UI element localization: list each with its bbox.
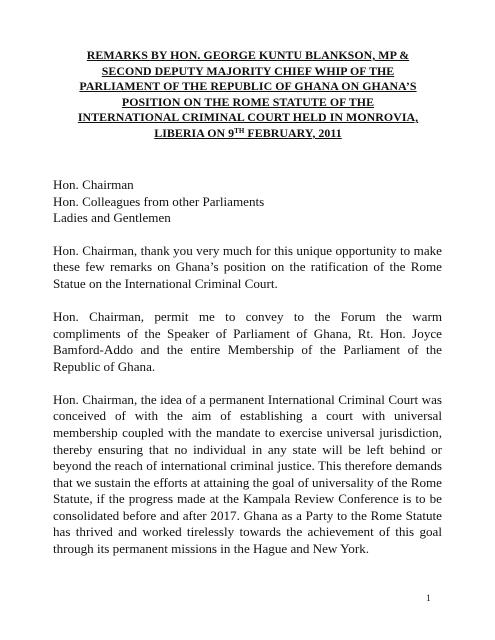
salutation-block: [53, 177, 442, 227]
title-line-1: REMARKS BY HON. GEORGE KUNTU BLANKSON, MP &: [86, 48, 410, 62]
paragraph-compliments: Hon. Chairman, permit me to convey to the Forum the warm compliments of the Speaker of Parliament of Ghana, Rt. Hon. Joyce Bamford-Addo and the entire Membership of the Parliament of the Republic of Ghana.: [53, 308, 442, 374]
page-number: 1: [426, 594, 431, 604]
title-line-3: PARLIAMENT OF THE REPUBLIC OF GHANA ON GHANA’S: [79, 79, 417, 93]
title-line-4: POSITION ON THE ROME STATUTE OF THE: [121, 94, 375, 109]
salutation-chairman: Hon. Chairman: [53, 177, 134, 192]
title-date-ordinal: TH: [234, 126, 245, 135]
paragraph-universality: Hon. Chairman, the idea of a permanent International Criminal Court was conceived of with the aim of establishing a court with universal membership coupled with the mandate to exercise universal jurisdiction, thereby ensuring that no individual in any state will be left behind or beyond the reach of international criminal justice. This therefore demands that we sustain the efforts at attaining the goal of universality of the Rome Statute, if the progress made at the Kampala Review Conference is to be consolidated before and after 2017. Ghana as a Party to the Rome Statute has thrived and worked tirelessly towards the achievement of this goal through its permanent missions in the Hague and New York.: [53, 391, 442, 557]
salutation-ladies-gentlemen: Ladies and Gentlemen: [53, 210, 171, 226]
title-date-suffix: FEBRUARY, 2011: [244, 125, 342, 140]
title-line-6: [154, 126, 341, 140]
salutation-colleagues: Hon. Colleagues from other Parliaments: [53, 193, 265, 209]
title-line-2: SECOND DEPUTY MAJORITY CHIEF WHIP OF THE: [101, 63, 395, 78]
title-line-5: INTERNATIONAL CRIMINAL COURT HELD IN MONROVIA,: [77, 110, 419, 124]
title-date-prefix: LIBERIA ON 9: [154, 125, 235, 140]
speech-body: [53, 177, 442, 574]
paragraph-opening: Hon. Chairman, thank you very much for this unique opportunity to make these few remarks on Ghana’s position on the ratification of the Rome Statue on the International Criminal Court.: [53, 242, 442, 291]
speech-title: [54, 48, 442, 141]
